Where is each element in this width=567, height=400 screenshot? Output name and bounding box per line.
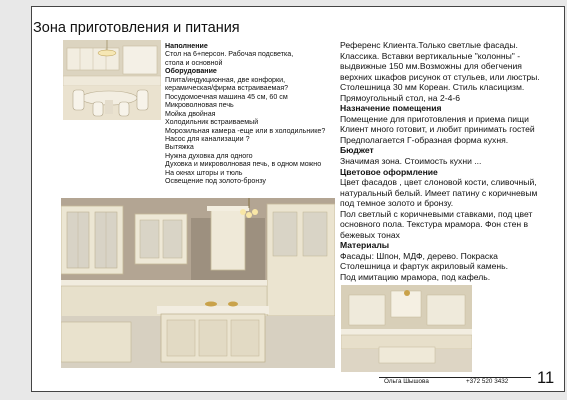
equipment-line: Вытяжка (165, 143, 194, 152)
equipment-line: На окнах шторы и тюль (165, 168, 243, 177)
brief-line: Клиент много готовит, и любит принимать гостей (340, 124, 535, 135)
equipment-line: Наполнение (165, 42, 208, 50)
brief-line: бежевых тонах (340, 229, 400, 240)
brief-line: Бюджет (340, 145, 374, 156)
brief-line: Столешница и фартук акриловый камень. (340, 261, 509, 272)
equipment-line: Микроволновая печь (165, 101, 234, 110)
brief-line: Столешница 30 мм Кореан. Стиль класицизм. (340, 82, 525, 93)
equipment-line: Нужна духовка для одного (165, 151, 253, 160)
brief-line: Прямоугольный стол, на 2-4-6 (340, 92, 461, 103)
brief-line: натуральный белый. Имеет патину с коричневым (340, 187, 538, 198)
equipment-list (165, 42, 337, 186)
equipment-line: Насос для канализации ? (165, 134, 250, 143)
equipment-line: Оборудование (165, 67, 217, 76)
brief-line: Значимая зона. Стоимость кухни ... (340, 156, 482, 167)
brief-line: Предполагается Г-образная форма кухня. (340, 134, 509, 145)
brief-line: Под имитацию мрамора, под кафель. (340, 272, 491, 283)
equipment-line: Холодильник встраиваемый (165, 118, 259, 127)
client-brief (340, 40, 564, 283)
brief-line: Помещение для приготовления и приема пищи (340, 113, 529, 124)
equipment-line: Мойка двойная (165, 109, 216, 118)
equipment-line: Плита/индукционная, две конфорки, (165, 75, 286, 84)
equipment-line: керамическая/фирма встраиваемая? (165, 84, 289, 93)
reference-dining-photo (63, 40, 161, 120)
equipment-line: Духовка и микроволновая печь, в одном можно (165, 160, 322, 169)
kitchen-reference-photo (341, 285, 472, 372)
equipment-line: Освещение под золото-бронзу (165, 177, 266, 186)
page-title: Зона приготовления и питания (33, 20, 240, 36)
page-number: 11 (537, 369, 555, 387)
brief-line: Классика. Вставки вертикальные "колонны" - (340, 50, 521, 61)
brief-line: Фасады: Шпон, МДФ, дерево. Покраска (340, 250, 498, 261)
equipment-line: Посудомоечная машина 45 см, 60 см (165, 92, 288, 101)
brief-line: Цвет фасадов , цвет слоновой кости, сливочный, (340, 177, 537, 188)
equipment-line: стола и основной (165, 58, 223, 67)
brief-line: Пол светлый с коричневыми ставками, под цвет (340, 208, 533, 219)
brief-line: Материалы (340, 240, 390, 251)
footer-author-name: Ольга Шышова (384, 378, 429, 385)
brief-line: верхних шкафов рисунок от стульев, или люстры. (340, 71, 540, 82)
equipment-line: Морозильная камера -еще или в холодильнике? (165, 126, 326, 135)
brief-line: Референс Клиента.Только светлые фасады. (340, 40, 518, 50)
brief-line: Цветовое оформление (340, 166, 438, 177)
brief-line: основного пола. Текстура мрамора. Фон стен в (340, 219, 529, 230)
brief-line: Назначение помещения (340, 103, 442, 114)
brief-line: под темное золото и бронзу. (340, 198, 454, 209)
equipment-line: Стол на 6+персон. Рабочая подсветка, (165, 50, 294, 59)
kitchen-interior-photo (61, 198, 335, 368)
footer-phone: +372 520 3432 (466, 378, 509, 385)
brief-line: выдвижные 150 мм.Возможны для обегчения (340, 61, 522, 72)
